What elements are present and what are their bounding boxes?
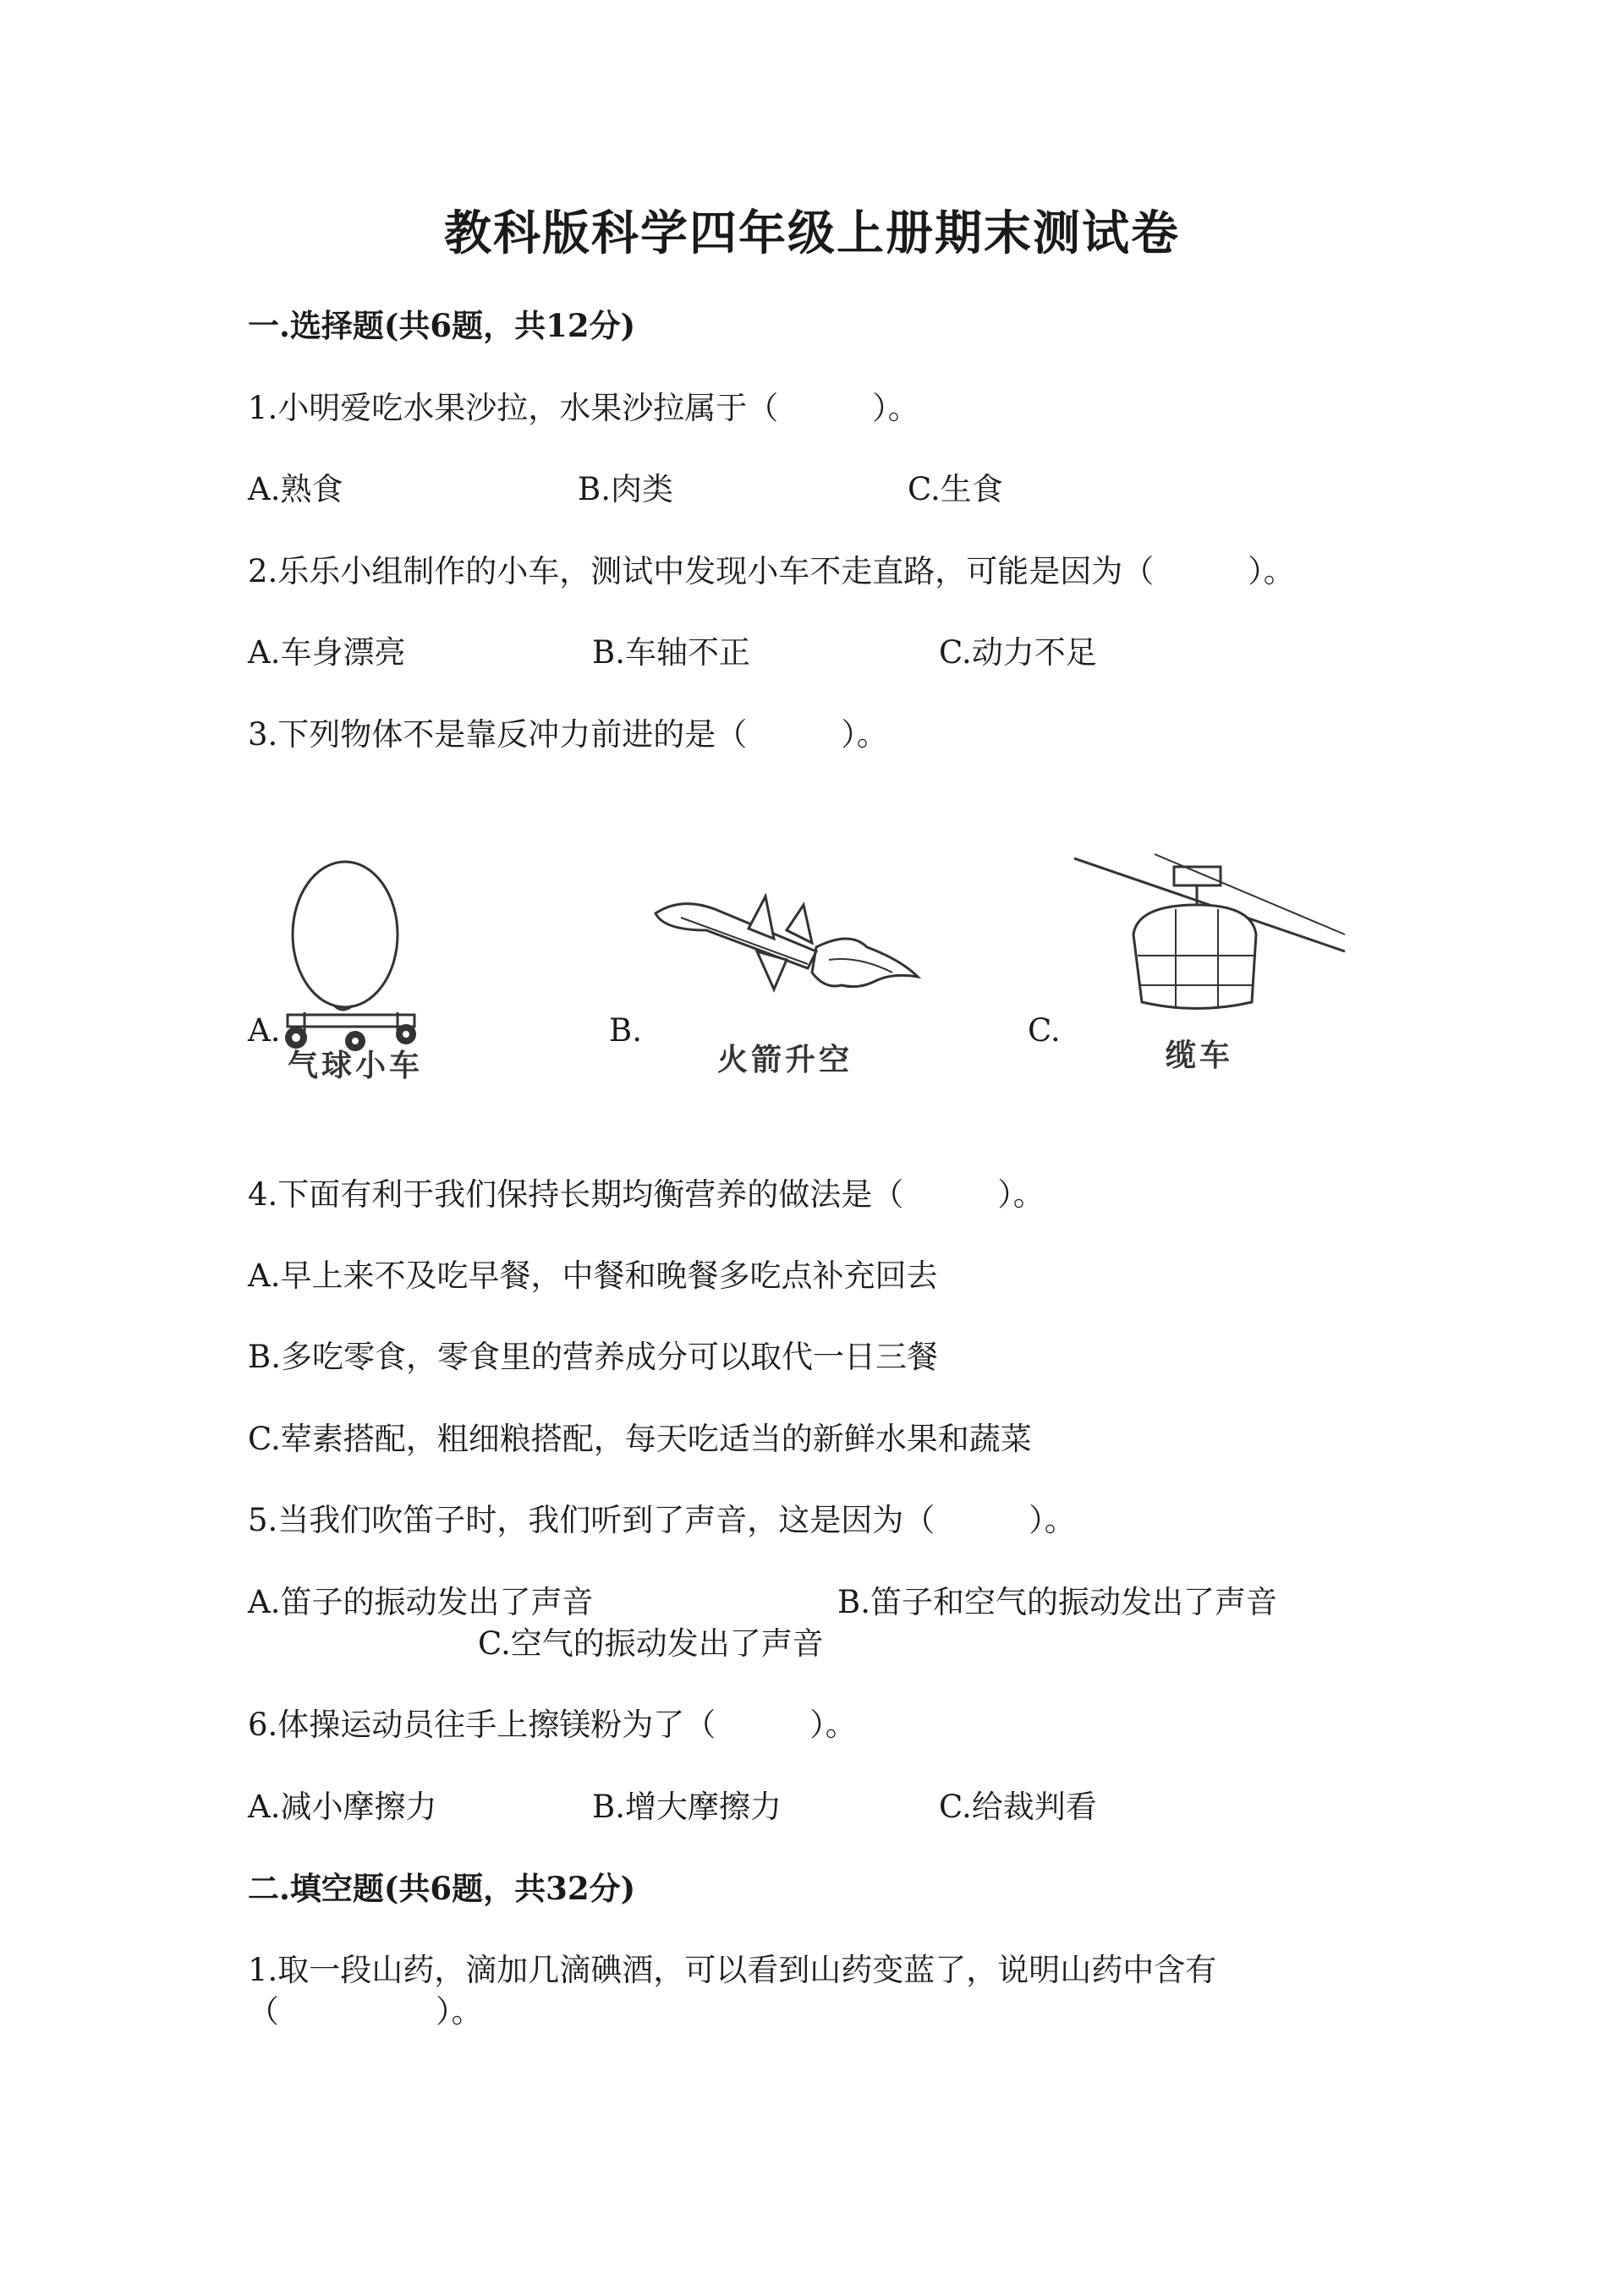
question-5-option-b[interactable]: B.笛子和空气的振动发出了声音 bbox=[837, 1584, 1277, 1620]
question-1-option-b[interactable]: B.肉类 bbox=[578, 471, 673, 507]
balloon-car-illustration bbox=[271, 850, 431, 1053]
question-1-stem: 1.小明爱吃水果沙拉，水果沙拉属于（ ）。 bbox=[248, 390, 919, 426]
question-5-option-a[interactable]: A.笛子的振动发出了声音 bbox=[248, 1584, 594, 1620]
cable-car-illustration bbox=[1074, 850, 1353, 1027]
fill-question-1-blank[interactable]: （ ）。 bbox=[248, 1993, 483, 2030]
cable-car-caption: 缆车 bbox=[1166, 1038, 1234, 1073]
question-4-option-c[interactable]: C.荤素搭配，粗细粮搭配，每天吃适当的新鲜水果和蔬菜 bbox=[248, 1421, 1032, 1457]
page-title: 教科版科学四年级上册期末测试卷 bbox=[444, 205, 1180, 261]
section-heading-choice: 一.选择题(共6题，共12分) bbox=[248, 307, 636, 344]
rocket-caption: 火箭升空 bbox=[717, 1042, 853, 1077]
question-6-stem: 6.体操运动员往手上擦镁粉为了（ ）。 bbox=[248, 1707, 857, 1743]
question-6-option-a[interactable]: A.减小摩擦力 bbox=[248, 1789, 437, 1825]
question-1-option-c[interactable]: C.生食 bbox=[908, 471, 1003, 507]
question-4-option-b[interactable]: B.多吃零食，零食里的营养成分可以取代一日三餐 bbox=[248, 1339, 938, 1375]
rocket-illustration bbox=[647, 879, 926, 1023]
section-heading-fill-in: 二.填空题(共6题，共32分) bbox=[248, 1870, 636, 1907]
question-3-option-b[interactable]: B. bbox=[609, 1012, 642, 1049]
question-5-stem: 5.当我们吹笛子时，我们听到了声音，这是因为（ ）。 bbox=[248, 1502, 1076, 1538]
question-1-option-a[interactable]: A.熟食 bbox=[248, 471, 343, 507]
fill-question-1-stem: 1.取一段山药，滴加几滴碘酒，可以看到山药变蓝了，说明山药中含有 bbox=[248, 1952, 1217, 1988]
question-3-option-c[interactable]: C. bbox=[1028, 1012, 1061, 1049]
question-4-option-a[interactable]: A.早上来不及吃早餐，中餐和晚餐多吃点补充回去 bbox=[248, 1258, 938, 1294]
balloon-car-caption: 气球小车 bbox=[288, 1048, 424, 1083]
question-2-stem: 2.乐乐小组制作的小车，测试中发现小车不走直路，可能是因为（ ）。 bbox=[248, 553, 1295, 589]
question-5-option-c[interactable]: C.空气的振动发出了声音 bbox=[478, 1625, 824, 1662]
question-3-stem: 3.下列物体不是靠反冲力前进的是（ ）。 bbox=[248, 716, 888, 753]
question-2-option-a[interactable]: A.车身漂亮 bbox=[248, 634, 406, 671]
question-2-option-c[interactable]: C.动力不足 bbox=[939, 634, 1097, 671]
question-4-stem: 4.下面有利于我们保持长期均衡营养的做法是（ ）。 bbox=[248, 1176, 1045, 1213]
question-2-option-b[interactable]: B.车轴不正 bbox=[592, 634, 750, 671]
question-6-option-b[interactable]: B.增大摩擦力 bbox=[592, 1789, 782, 1825]
question-6-option-c[interactable]: C.给裁判看 bbox=[939, 1789, 1097, 1825]
question-3-option-a[interactable]: A. bbox=[248, 1012, 281, 1049]
